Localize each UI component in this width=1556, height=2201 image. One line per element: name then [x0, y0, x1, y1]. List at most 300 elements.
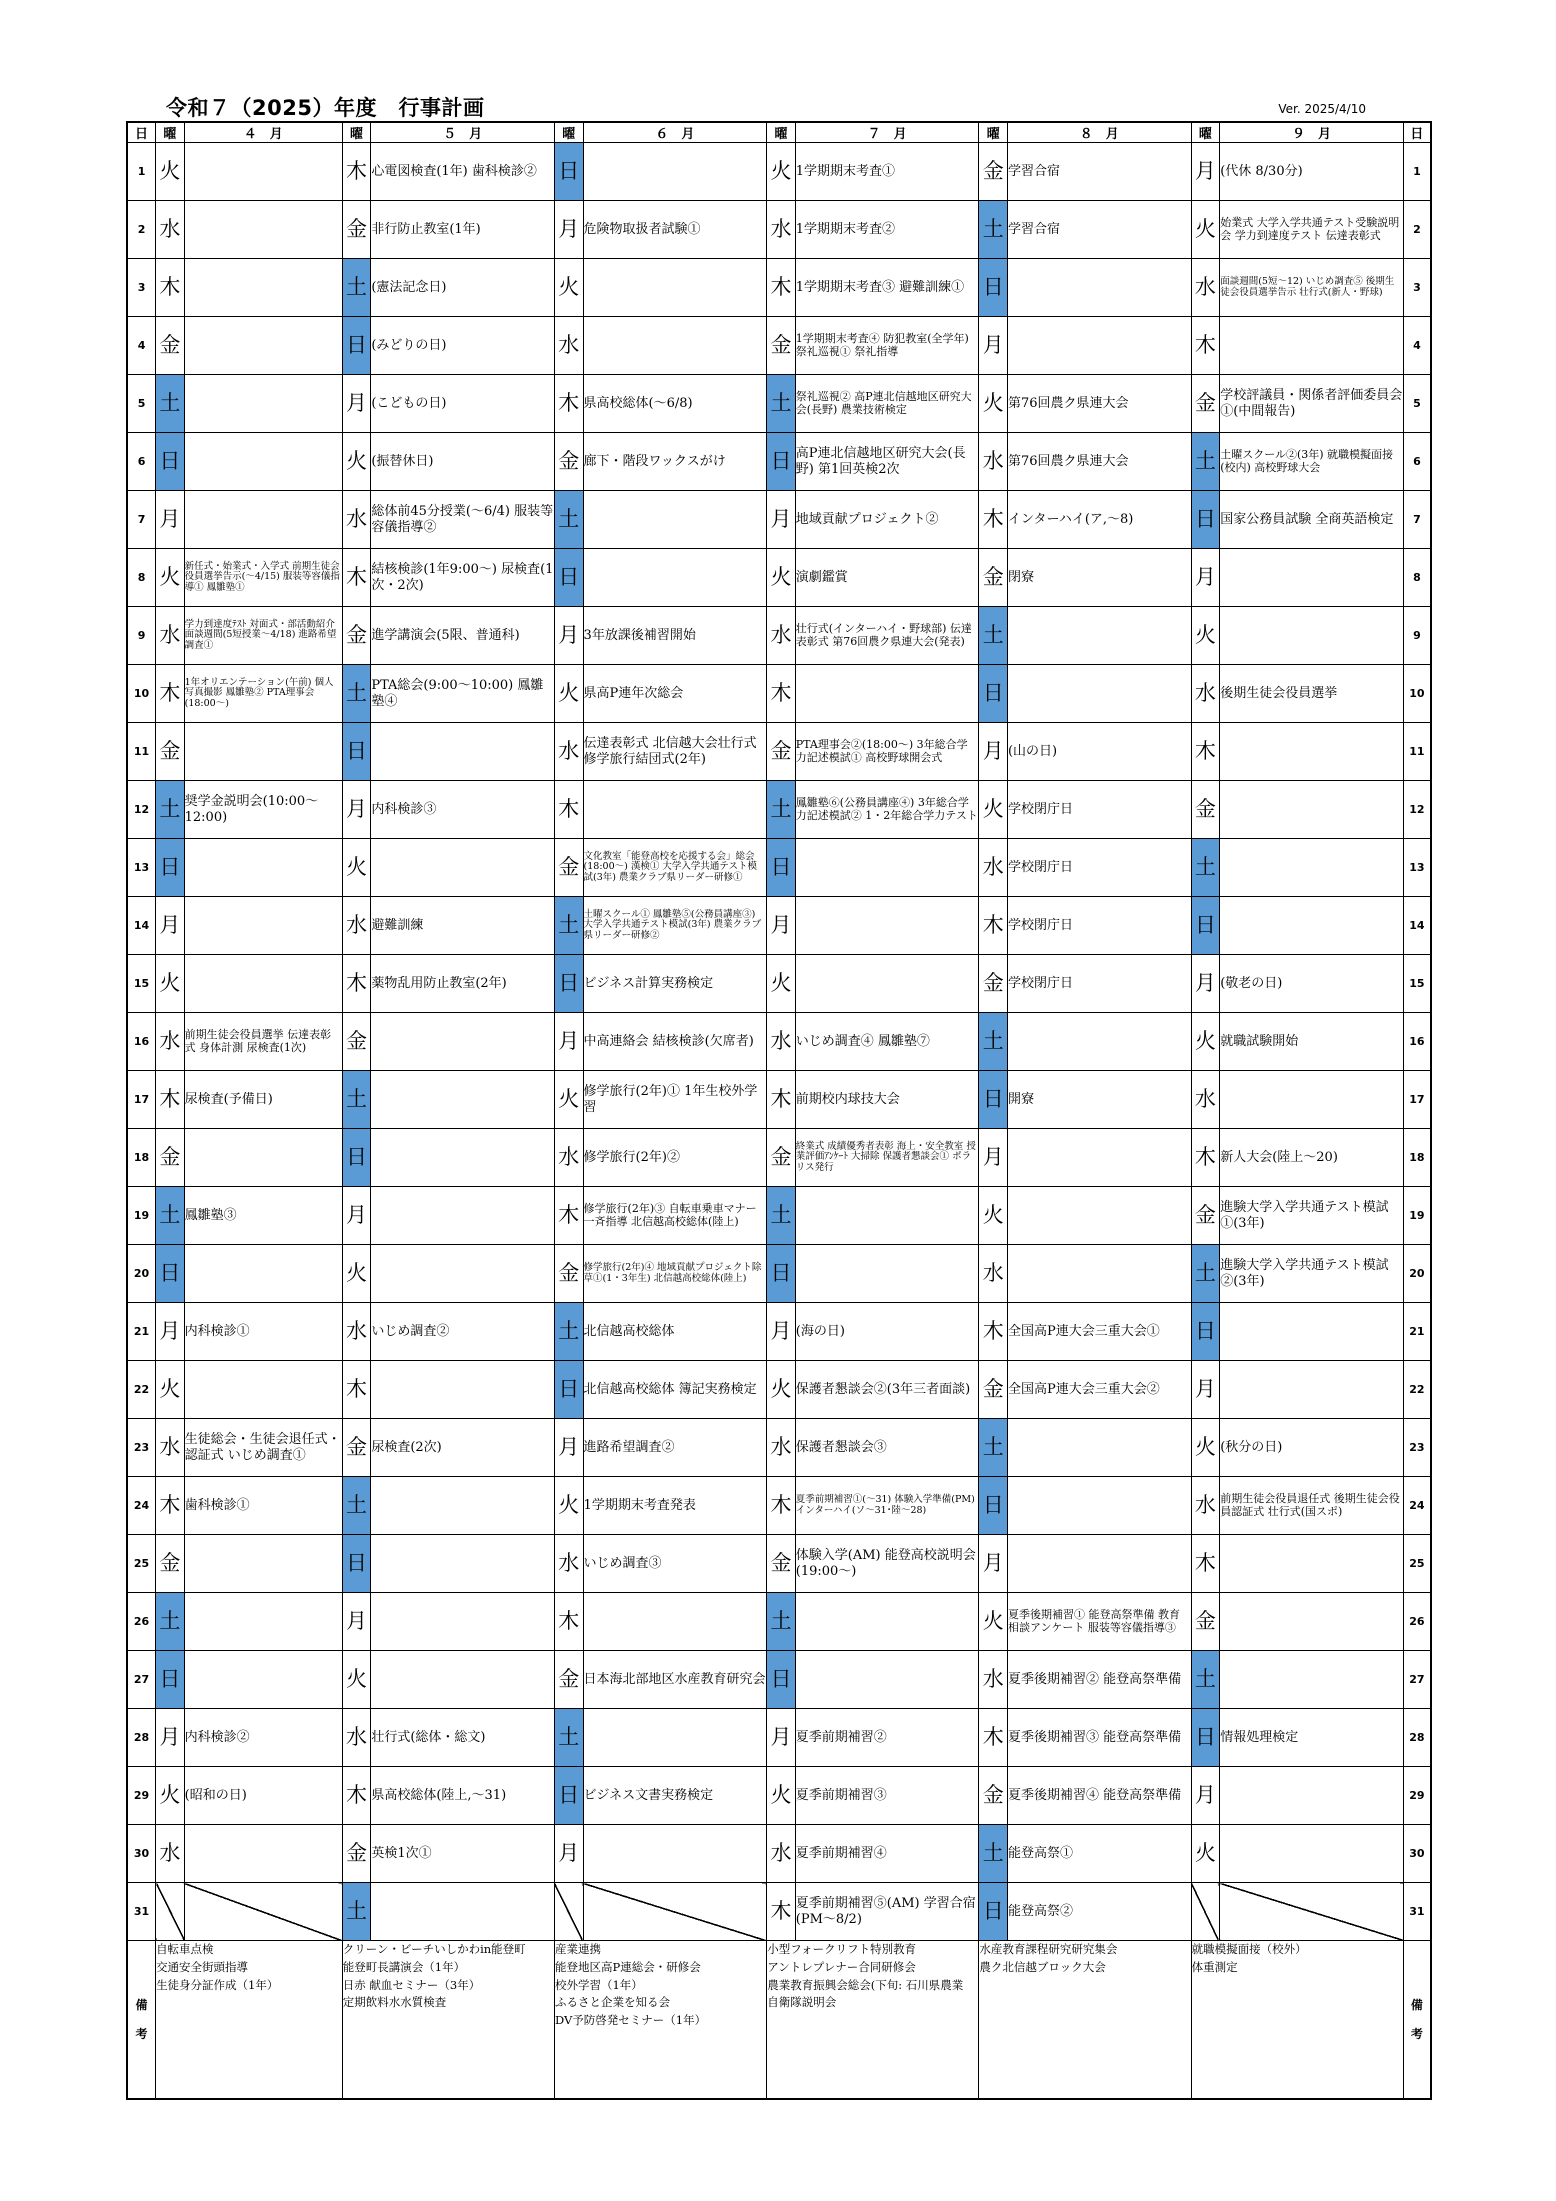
day-number: 27	[127, 1651, 156, 1709]
event-cell: 夏季前期補習①(～31) 体験入学準備(PM) インターハイ(ソ～31･陸～28)	[795, 1477, 979, 1535]
day-number: 28	[1403, 1709, 1431, 1767]
day-number: 3	[1403, 259, 1431, 317]
weekday-header: 曜	[156, 122, 185, 143]
event-cell	[184, 1651, 342, 1709]
weekday-cell: 日	[156, 1245, 185, 1303]
event-cell: (みどりの日)	[371, 317, 555, 375]
weekday-cell: 日	[979, 1477, 1008, 1535]
day-number: 21	[1403, 1303, 1431, 1361]
weekday-cell: 木	[767, 1477, 796, 1535]
event-cell: 尿検査(2次)	[371, 1419, 555, 1477]
day-number: 16	[127, 1013, 156, 1071]
day-row	[127, 723, 1431, 781]
event-cell	[795, 665, 979, 723]
event-cell: 修学旅行(2年)③ 自転車乗車マナー一斉指導 北信越高校総体(陸上)	[583, 1187, 767, 1245]
weekday-cell: 月	[979, 1535, 1008, 1593]
notes-cell	[342, 1941, 554, 2100]
event-cell: 英検1次①	[371, 1825, 555, 1883]
weekday-cell: 土	[767, 1593, 796, 1651]
weekday-cell: 水	[767, 1013, 796, 1071]
weekday-cell: 日	[979, 1071, 1008, 1129]
day-number: 18	[1403, 1129, 1431, 1187]
note-item: DV予防啓発セミナー（1年）	[554, 2013, 707, 2028]
month-header: ６ 月	[583, 122, 767, 143]
weekday-cell: 水	[554, 1535, 583, 1593]
event-cell: ビジネス文書実務検定	[583, 1767, 767, 1825]
day-number: 20	[127, 1245, 156, 1303]
event-cell	[1220, 1303, 1404, 1361]
day-number: 15	[1403, 955, 1431, 1013]
event-cell	[1220, 1593, 1404, 1651]
event-cell	[184, 1245, 342, 1303]
weekday-cell: 水	[342, 1303, 371, 1361]
event-cell	[1007, 1477, 1191, 1535]
weekday-cell: 木	[342, 1361, 371, 1419]
event-cell: 新人大会(陸上～20)	[1220, 1129, 1404, 1187]
event-cell	[1220, 1767, 1404, 1825]
weekday-cell: 水	[1191, 1477, 1220, 1535]
weekday-cell: 火	[554, 1071, 583, 1129]
weekday-cell: 水	[156, 201, 185, 259]
weekday-cell: 火	[1191, 201, 1220, 259]
day-number: 2	[1403, 201, 1431, 259]
weekday-cell: 土	[767, 781, 796, 839]
event-cell: 総体前45分授業(～6/4) 服装等容儀指導②	[371, 491, 555, 549]
day-number: 18	[127, 1129, 156, 1187]
event-cell	[1007, 1129, 1191, 1187]
event-cell: 地域貢献プロジェクト②	[795, 491, 979, 549]
event-cell: 土曜スクール① 鳳雛塾⑤(公務員講座③) 大学入学共通テスト模試(3年) 農業クラブ県リーダー研修②	[583, 897, 767, 955]
event-cell: 前期生徒会役員選挙 伝達表彰式 身体計測 尿検査(1次)	[184, 1013, 342, 1071]
weekday-cell: 木	[979, 1303, 1008, 1361]
weekday-cell: 日	[156, 839, 185, 897]
event-cell	[583, 1883, 767, 1941]
event-cell: 能登高祭①	[1007, 1825, 1191, 1883]
weekday-cell: 土	[1191, 433, 1220, 491]
day-number: 24	[127, 1477, 156, 1535]
month-header: ７ 月	[795, 122, 979, 143]
event-cell: 1年オリエンテーション(午前) 個人写真撮影 鳳雛塾② PTA理事会(18:00～)	[184, 665, 342, 723]
event-cell: (振替休日)	[371, 433, 555, 491]
weekday-header: 曜	[767, 122, 796, 143]
event-cell: 能登高祭②	[1007, 1883, 1191, 1941]
event-cell: PTA理事会②(18:00～) 3年総合学力記述模試① 高校野球開会式	[795, 723, 979, 781]
event-cell	[371, 1129, 555, 1187]
event-cell: 尿検査(予備日)	[184, 1071, 342, 1129]
event-cell: 前期生徒会役員退任式 後期生徒会役員認証式 壮行式(国スポ)	[1220, 1477, 1404, 1535]
event-cell	[1220, 1883, 1404, 1941]
event-cell	[184, 433, 342, 491]
event-cell: いじめ調査③	[583, 1535, 767, 1593]
event-cell: 全国高P連大会三重大会①	[1007, 1303, 1191, 1361]
weekday-cell: 日	[156, 1651, 185, 1709]
event-cell	[184, 897, 342, 955]
weekday-cell: 土	[979, 1013, 1008, 1071]
event-cell: 壮行式(総体・総文)	[371, 1709, 555, 1767]
weekday-cell: 火	[1191, 607, 1220, 665]
day-number: 23	[1403, 1419, 1431, 1477]
event-cell	[1220, 839, 1404, 897]
weekday-cell: 日	[1191, 1709, 1220, 1767]
weekday-cell: 土	[979, 1825, 1008, 1883]
notes-cell	[979, 1941, 1191, 2100]
event-cell: 演劇鑑賞	[795, 549, 979, 607]
day-row	[127, 1593, 1431, 1651]
event-cell: 壮行式(インターハイ・野球部) 伝達表彰式 第76回農ク県連大会(発表)	[795, 607, 979, 665]
day-row	[127, 1071, 1431, 1129]
day-row	[127, 1187, 1431, 1245]
weekday-cell: 金	[156, 723, 185, 781]
event-cell: 日本海北部地区水産教育研究会	[583, 1651, 767, 1709]
weekday-cell: 月	[554, 1825, 583, 1883]
event-cell: 中高連絡会 結核検診(欠席者)	[583, 1013, 767, 1071]
weekday-cell: 火	[979, 1593, 1008, 1651]
weekday-cell: 月	[554, 201, 583, 259]
weekday-cell: 土	[342, 665, 371, 723]
weekday-cell: 月	[342, 781, 371, 839]
month-header: ５ 月	[371, 122, 555, 143]
event-cell	[795, 1245, 979, 1303]
note-item: 定期飲料水水質検査	[342, 1995, 447, 2010]
weekday-cell: 水	[342, 1709, 371, 1767]
event-cell: 避難訓練	[371, 897, 555, 955]
event-cell: 学習合宿	[1007, 201, 1191, 259]
note-item: 能登地区高P連総会・研修会	[554, 1959, 701, 1974]
day-row	[127, 1303, 1431, 1361]
weekday-cell: 火	[342, 1651, 371, 1709]
weekday-cell: 木	[554, 781, 583, 839]
event-cell	[1220, 897, 1404, 955]
event-cell	[184, 201, 342, 259]
note-item: 産業連携	[554, 1942, 601, 1956]
day-number: 4	[127, 317, 156, 375]
day-number: 25	[1403, 1535, 1431, 1593]
day-number: 11	[1403, 723, 1431, 781]
event-cell	[371, 723, 555, 781]
weekday-cell: 日	[554, 143, 583, 201]
event-cell	[184, 1825, 342, 1883]
weekday-cell: 日	[1191, 491, 1220, 549]
event-cell: (憲法記念日)	[371, 259, 555, 317]
event-cell	[371, 1883, 555, 1941]
weekday-cell: 火	[1191, 1013, 1220, 1071]
event-cell: (代休 8/30分)	[1220, 143, 1404, 201]
note-item: 校外学習（1年）	[554, 1977, 643, 1992]
event-cell	[1220, 1535, 1404, 1593]
event-cell: 学校評議員・関係者評価委員会①(中間報告)	[1220, 375, 1404, 433]
day-row	[127, 1651, 1431, 1709]
day-header: 日	[127, 122, 156, 143]
weekday-cell: 金	[156, 1535, 185, 1593]
event-calendar-table	[126, 121, 1435, 2100]
event-cell: 始業式 大学入学共通テスト受験説明会 学力到達度テスト 伝達表彰式	[1220, 201, 1404, 259]
weekday-cell: 木	[342, 143, 371, 201]
event-cell: 土曜スクール②(3年) 就職模擬面接(校内) 高校野球大会	[1220, 433, 1404, 491]
weekday-header: 曜	[979, 122, 1008, 143]
weekday-cell: 火	[342, 433, 371, 491]
day-row	[127, 1709, 1431, 1767]
event-cell	[1007, 665, 1191, 723]
day-number: 31	[1403, 1883, 1431, 1941]
weekday-cell: 木	[342, 549, 371, 607]
event-cell: 非行防止教室(1年)	[371, 201, 555, 259]
weekday-cell: 土	[342, 259, 371, 317]
notes-cell	[767, 1941, 979, 2100]
event-cell: 薬物乱用防止教室(2年)	[371, 955, 555, 1013]
weekday-cell: 木	[1191, 1535, 1220, 1593]
weekday-cell: 木	[767, 1071, 796, 1129]
event-cell: (こどもの日)	[371, 375, 555, 433]
event-cell	[371, 1651, 555, 1709]
event-cell: 夏季前期補習⑤(AM) 学習合宿(PM～8/2)	[795, 1883, 979, 1941]
weekday-cell: 水	[767, 1419, 796, 1477]
event-cell	[184, 1593, 342, 1651]
event-cell: 3年放課後補習開始	[583, 607, 767, 665]
weekday-cell: 火	[554, 1477, 583, 1535]
note-item: 日赤 献血セミナー（3年）	[342, 1977, 481, 1992]
weekday-cell: 火	[1191, 1825, 1220, 1883]
event-cell	[1220, 1825, 1404, 1883]
weekday-cell: 火	[979, 1187, 1008, 1245]
event-cell	[1007, 1419, 1191, 1477]
event-cell: 保護者懇談会③	[795, 1419, 979, 1477]
event-cell	[795, 955, 979, 1013]
day-row	[127, 955, 1431, 1013]
day-number: 19	[1403, 1187, 1431, 1245]
day-number: 19	[127, 1187, 156, 1245]
note-item: 小型フォークリフト特別教育	[767, 1942, 917, 1956]
event-cell: 全国高P連大会三重大会②	[1007, 1361, 1191, 1419]
event-cell: 生徒総会・生徒会退任式・認証式 いじめ調査①	[184, 1419, 342, 1477]
weekday-cell: 土	[767, 1187, 796, 1245]
event-cell	[371, 1245, 555, 1303]
event-cell: 内科検診①	[184, 1303, 342, 1361]
weekday-cell: 月	[342, 375, 371, 433]
weekday-cell: 土	[342, 1071, 371, 1129]
weekday-cell: 土	[156, 1187, 185, 1245]
note-item: 水産教育課程研究研究集会	[979, 1942, 1118, 1956]
day-number: 10	[127, 665, 156, 723]
event-cell: 心電図検査(1年) 歯科検診②	[371, 143, 555, 201]
event-cell: ビジネス計算実務検定	[583, 955, 767, 1013]
weekday-cell: 火	[156, 1361, 185, 1419]
weekday-cell: 土	[1191, 839, 1220, 897]
weekday-cell: 金	[342, 201, 371, 259]
day-number: 3	[127, 259, 156, 317]
event-cell	[371, 1477, 555, 1535]
event-cell	[1220, 1361, 1404, 1419]
weekday-cell: 金	[156, 1129, 185, 1187]
weekday-cell: 土	[554, 1709, 583, 1767]
day-row	[127, 549, 1431, 607]
event-cell: 内科検診②	[184, 1709, 342, 1767]
weekday-cell: 月	[156, 897, 185, 955]
event-cell: 夏季後期補習① 能登高祭準備 教育相談アンケート 服装等容儀指導③	[1007, 1593, 1191, 1651]
weekday-cell: 日	[979, 259, 1008, 317]
day-row	[127, 897, 1431, 955]
weekday-cell: 金	[979, 549, 1008, 607]
day-number: 8	[127, 549, 156, 607]
note-item: 農業教育振興会総会(下旬: 石川県農業	[767, 1977, 964, 1992]
event-cell	[583, 781, 767, 839]
event-cell	[1007, 607, 1191, 665]
weekday-cell: 月	[979, 317, 1008, 375]
weekday-cell: 日	[767, 1651, 796, 1709]
weekday-cell: 火	[1191, 1419, 1220, 1477]
day-number: 25	[127, 1535, 156, 1593]
event-cell: 情報処理検定	[1220, 1709, 1404, 1767]
weekday-cell: 日	[156, 433, 185, 491]
event-cell: 結核検診(1年9:00～) 尿検査(1次・2次)	[371, 549, 555, 607]
day-number: 30	[1403, 1825, 1431, 1883]
weekday-cell: 水	[342, 491, 371, 549]
weekday-cell: 木	[1191, 1129, 1220, 1187]
note-item: 就職模擬面接（校外）	[1191, 1942, 1307, 1956]
event-cell: 修学旅行(2年)① 1年生校外学習	[583, 1071, 767, 1129]
day-number: 24	[1403, 1477, 1431, 1535]
weekday-cell: 水	[156, 607, 185, 665]
notes-label: 備 考	[1403, 1941, 1431, 2100]
weekday-cell: 日	[554, 1361, 583, 1419]
weekday-cell: 金	[342, 1419, 371, 1477]
event-cell	[184, 1361, 342, 1419]
weekday-cell: 金	[767, 723, 796, 781]
weekday-cell: 土	[342, 1477, 371, 1535]
event-cell: 後期生徒会役員選挙	[1220, 665, 1404, 723]
weekday-cell: 木	[979, 491, 1008, 549]
weekday-cell: 木	[342, 955, 371, 1013]
event-cell: 進験大学入学共通テスト模試①(3年)	[1220, 1187, 1404, 1245]
weekday-cell: 日	[342, 723, 371, 781]
weekday-cell: 日	[767, 839, 796, 897]
weekday-cell: 月	[342, 1593, 371, 1651]
day-number: 29	[127, 1767, 156, 1825]
month-header: ９ 月	[1220, 122, 1404, 143]
notes-cell	[1191, 1941, 1403, 2100]
day-number: 21	[127, 1303, 156, 1361]
day-number: 31	[127, 1883, 156, 1941]
event-cell	[583, 317, 767, 375]
weekday-cell: 月	[979, 1129, 1008, 1187]
event-cell: 県高P連年次総会	[583, 665, 767, 723]
event-cell	[583, 1593, 767, 1651]
weekday-cell: 木	[554, 1187, 583, 1245]
event-cell: 学習合宿	[1007, 143, 1191, 201]
event-cell: 学校閉庁日	[1007, 897, 1191, 955]
event-cell	[1007, 1187, 1191, 1245]
weekday-cell: 金	[342, 1825, 371, 1883]
weekday-cell: 金	[1191, 375, 1220, 433]
weekday-cell: 水	[979, 1651, 1008, 1709]
event-cell: 夏季後期補習④ 能登高祭準備	[1007, 1767, 1191, 1825]
day-number: 12	[127, 781, 156, 839]
day-row	[127, 1535, 1431, 1593]
weekday-cell: 水	[767, 607, 796, 665]
event-cell: 夏季前期補習②	[795, 1709, 979, 1767]
day-row	[127, 1419, 1431, 1477]
month-header: ４ 月	[184, 122, 342, 143]
weekday-cell: 水	[979, 433, 1008, 491]
event-cell	[795, 1593, 979, 1651]
weekday-cell: 月	[1191, 143, 1220, 201]
weekday-cell: 水	[156, 1013, 185, 1071]
weekday-cell: 水	[156, 1825, 185, 1883]
note-item: ふるさと企業を知る会	[554, 1995, 670, 2010]
weekday-cell: 土	[156, 1593, 185, 1651]
note-item: アントレプレナー合同研修会	[767, 1959, 916, 1974]
weekday-cell: 木	[767, 1883, 796, 1941]
day-number: 27	[1403, 1651, 1431, 1709]
event-cell: 面談週間(5短～12) いじめ調査⑤ 後期生徒会役員選挙告示 壮行式(新人・野球)	[1220, 259, 1404, 317]
weekday-cell: 月	[156, 1303, 185, 1361]
weekday-cell: 金	[342, 1013, 371, 1071]
weekday-cell: 月	[767, 491, 796, 549]
day-number: 9	[1403, 607, 1431, 665]
event-cell	[184, 143, 342, 201]
weekday-cell: 金	[979, 955, 1008, 1013]
weekday-cell: 水	[1191, 259, 1220, 317]
weekday-cell: 木	[554, 1593, 583, 1651]
day-number: 16	[1403, 1013, 1431, 1071]
weekday-cell: 金	[342, 607, 371, 665]
weekday-cell: 火	[554, 259, 583, 317]
weekday-cell: 木	[156, 1071, 185, 1129]
weekday-cell: 土	[1191, 1651, 1220, 1709]
day-row	[127, 375, 1431, 433]
event-cell	[583, 143, 767, 201]
day-row	[127, 665, 1431, 723]
weekday-cell: 木	[979, 1709, 1008, 1767]
event-cell: 閉寮	[1007, 549, 1191, 607]
weekday-cell: 火	[979, 375, 1008, 433]
event-cell	[1220, 781, 1404, 839]
weekday-cell	[554, 1883, 583, 1941]
weekday-cell: 土	[1191, 1245, 1220, 1303]
event-cell: 進学講演会(5限、普通科)	[371, 607, 555, 665]
event-cell: 前期校内球技大会	[795, 1071, 979, 1129]
event-cell	[184, 491, 342, 549]
weekday-cell: 月	[554, 1013, 583, 1071]
weekday-cell: 金	[767, 317, 796, 375]
event-cell	[371, 1361, 555, 1419]
weekday-cell: 土	[554, 1303, 583, 1361]
weekday-cell: 日	[767, 1245, 796, 1303]
weekday-cell: 日	[554, 955, 583, 1013]
event-cell: 就職試験開始	[1220, 1013, 1404, 1071]
event-cell: 伝達表彰式 北信越大会壮行式 修学旅行結団式(2年)	[583, 723, 767, 781]
event-cell	[795, 1187, 979, 1245]
weekday-cell	[1191, 1883, 1220, 1941]
weekday-cell: 火	[767, 1767, 796, 1825]
weekday-cell: 土	[342, 1883, 371, 1941]
event-cell	[184, 1129, 342, 1187]
day-number: 15	[127, 955, 156, 1013]
weekday-cell	[156, 1883, 185, 1941]
weekday-cell: 月	[554, 1419, 583, 1477]
day-row	[127, 491, 1431, 549]
event-cell	[1007, 317, 1191, 375]
note-item: クリーン・ビーチいしかわin能登町	[342, 1942, 526, 1956]
day-row	[127, 1767, 1431, 1825]
weekday-cell: 日	[342, 1535, 371, 1593]
weekday-cell: 土	[156, 375, 185, 433]
weekday-cell: 水	[342, 897, 371, 955]
event-cell: 歯科検診①	[184, 1477, 342, 1535]
weekday-cell: 月	[342, 1187, 371, 1245]
weekday-cell: 金	[979, 1767, 1008, 1825]
weekday-cell: 金	[979, 1361, 1008, 1419]
weekday-cell: 月	[1191, 955, 1220, 1013]
